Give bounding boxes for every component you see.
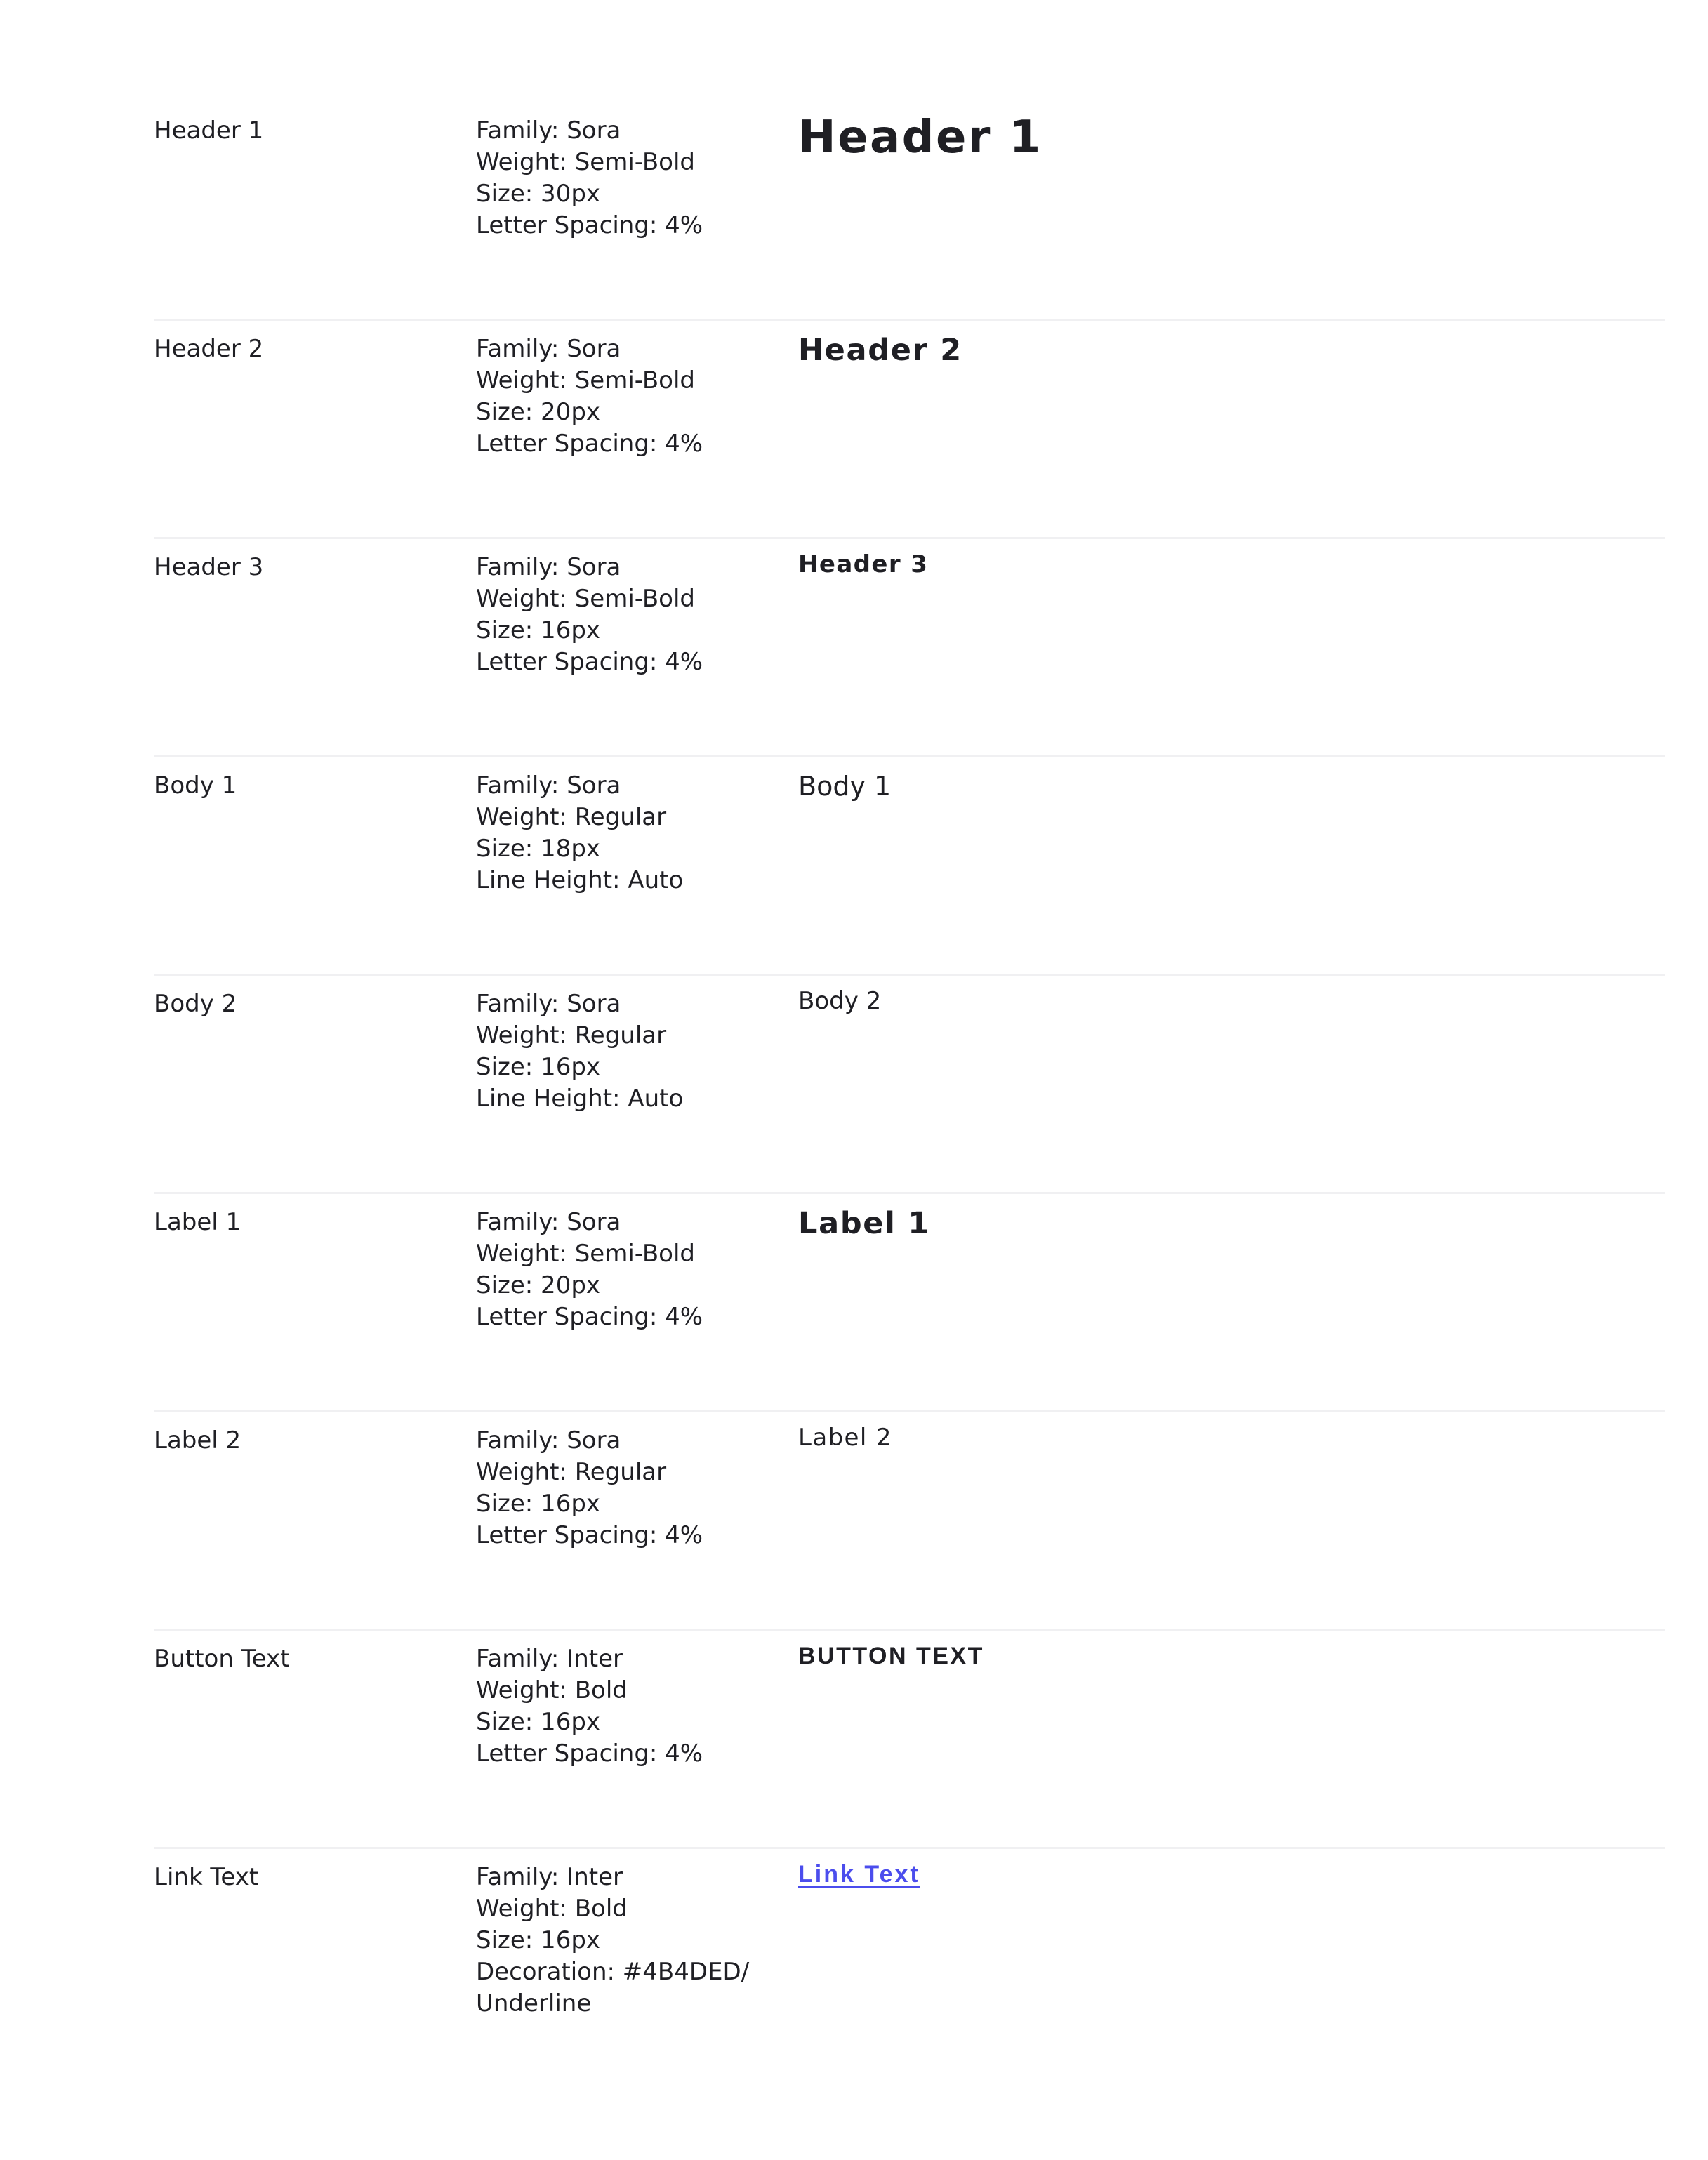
spec-size: Size: 18px [476,835,601,863]
style-sample-label-1: Label 1 [798,1206,930,1241]
spec-family: Family: Sora [476,1208,621,1236]
spec-size: Size: 16px [476,1708,601,1736]
style-name: Button Text [154,1645,290,1673]
spec-decoration-cont: Underline [476,1989,592,2017]
spec-family: Family: Sora [476,117,621,145]
spec-weight: Weight: Semi-Bold [476,585,695,613]
spec-weight: Weight: Semi-Bold [476,148,695,176]
spec-weight: Weight: Semi-Bold [476,1240,695,1268]
style-name: Header 1 [154,117,264,145]
style-name: Body 2 [154,990,237,1018]
spec-weight: Weight: Bold [476,1895,628,1923]
spec-line-height: Line Height: Auto [476,1085,684,1113]
spec-family: Family: Sora [476,1426,621,1455]
spec-letter-spacing: Letter Spacing: 4% [476,1740,703,1768]
style-sample-header-3: Header 3 [798,550,929,578]
style-spec [476,988,683,1115]
style-sample-header-1: Header 1 [798,112,1042,164]
type-row-button-text [154,1631,1665,1849]
spec-family: Family: Sora [476,771,621,800]
type-row-link-text [154,1849,1665,2102]
spec-family: Family: Sora [476,553,621,581]
spec-letter-spacing: Letter Spacing: 4% [476,648,703,676]
spec-family: Family: Sora [476,990,621,1018]
spec-family: Family: Sora [476,335,621,363]
spec-letter-spacing: Letter Spacing: 4% [476,1303,703,1331]
type-row-label-1 [154,1194,1665,1412]
type-row-body-2 [154,976,1665,1194]
spec-size: Size: 16px [476,616,601,644]
spec-family: Family: Inter [476,1863,623,1891]
spec-weight: Weight: Regular [476,1458,667,1486]
type-row-header-1 [154,102,1665,321]
spec-weight: Weight: Regular [476,803,667,831]
spec-weight: Weight: Regular [476,1021,667,1049]
spec-decoration: Decoration: #4B4DED/ [476,1958,750,1986]
style-spec [476,1643,703,1770]
spec-weight: Weight: Semi-Bold [476,366,695,395]
spec-size: Size: 20px [476,398,601,426]
spec-weight: Weight: Bold [476,1676,628,1704]
style-sample-label-2: Label 2 [798,1424,892,1452]
style-sample-header-2: Header 2 [798,333,962,368]
style-name: Label 1 [154,1208,241,1236]
style-spec [476,770,683,896]
style-spec [476,1862,749,2020]
style-name: Header 2 [154,335,264,363]
spec-size: Size: 16px [476,1926,601,1954]
type-row-label-2 [154,1412,1665,1631]
type-row-header-3 [154,539,1665,757]
spec-family: Family: Inter [476,1645,623,1673]
style-sample-body-1: Body 1 [798,771,892,802]
spec-size: Size: 20px [476,1271,601,1299]
typography-styleguide [154,102,1665,2102]
style-spec [476,115,703,241]
style-spec [476,552,703,678]
spec-size: Size: 16px [476,1490,601,1518]
style-sample-button-text: BUTTON TEXT [798,1643,984,1669]
spec-line-height: Line Height: Auto [476,866,684,894]
spec-size: Size: 30px [476,180,601,208]
type-row-header-2 [154,321,1665,539]
style-spec [476,1207,703,1333]
style-spec [476,1425,703,1551]
spec-letter-spacing: Letter Spacing: 4% [476,1521,703,1549]
style-name: Header 3 [154,553,264,581]
type-row-body-1 [154,757,1665,976]
style-name: Link Text [154,1863,259,1891]
spec-letter-spacing: Letter Spacing: 4% [476,211,703,239]
spec-size: Size: 16px [476,1053,601,1081]
style-sample-link-text[interactable]: Link Text [798,1861,920,1888]
spec-letter-spacing: Letter Spacing: 4% [476,430,703,458]
style-name: Label 2 [154,1426,241,1455]
style-name: Body 1 [154,771,237,800]
style-spec [476,333,703,460]
style-sample-body-2: Body 2 [798,987,882,1015]
